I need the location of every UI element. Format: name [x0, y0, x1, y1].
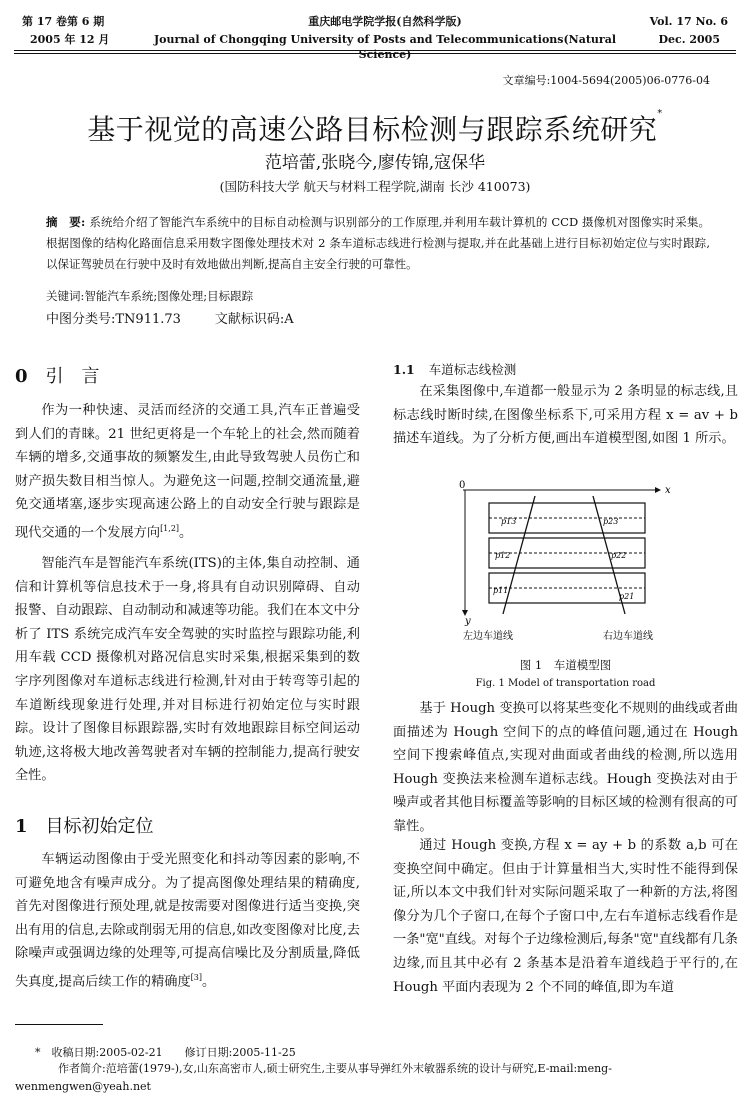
- figure-origin-label: 0: [459, 480, 466, 491]
- document-code: 文献标识码:A: [214, 312, 294, 327]
- point-label: p22: [611, 551, 627, 560]
- point-label: p23: [603, 517, 619, 526]
- keywords: 关键词:智能汽车系统;图像处理;目标跟踪: [46, 289, 254, 303]
- affiliation: (国防科技大学 航天与材料工程学院,湖南 长沙 410073): [219, 179, 531, 194]
- volume-issue: 第 17 卷第 6 期: [22, 15, 105, 28]
- section-title: 目标初始定位: [45, 816, 154, 837]
- section-0-heading: [15, 362, 360, 388]
- title-footnote-mark: *: [657, 108, 663, 119]
- section-title: 引 言: [45, 366, 100, 387]
- right-lane-label: 右边车道线: [603, 631, 653, 642]
- point-label: p13: [501, 517, 517, 526]
- footnote-author-bio: 作者简介:范培蕾(1979-),女,山东高密市人,硕士研究生,主要从事导弹红外末敏器系统的设计与研究,E-mail:meng-: [58, 1062, 612, 1075]
- title-text: 基于视觉的高速公路目标检测与跟踪系统研究: [87, 113, 658, 146]
- clc-number: 中图分类号:TN911.73: [46, 312, 181, 327]
- page-title: [0, 108, 750, 148]
- figure-1-caption-en: Fig. 1 Model of transportation road: [475, 678, 656, 689]
- abstract-label: 摘 要:: [46, 215, 86, 229]
- point-label: p11: [493, 586, 509, 595]
- citation: [3]: [190, 972, 202, 982]
- footnote-email: wenmengwen@yeah.net: [15, 1080, 151, 1093]
- citation: [1,2]: [160, 523, 180, 533]
- paragraph-text: 作为一种快速、灵活而经济的交通工具,汽车正普遍受到人们的青睐。21 世纪更将是一个车轮上的社会,然而随着车辆的增多,交通事故的频繁发生,由此导致驾驶人员伤亡和财产损失数目相当惊人。为避免这一问题,控制交通流量,避免交通堵塞,逐步实现高速公路上的自动安全行驶与跟踪是现代交通的一个发展方向: [15, 403, 360, 541]
- figure-1-caption: 图 1 车道模型图: [519, 658, 612, 672]
- header-rule: [14, 50, 736, 51]
- subsection-number: 1.1: [393, 362, 415, 377]
- intro-paragraph-1: [15, 399, 360, 545]
- header-rule-2: [14, 53, 736, 54]
- section-number: 1: [15, 816, 28, 837]
- volume-en: Vol. 17 No. 6: [649, 15, 728, 28]
- section-1-heading: [15, 812, 360, 838]
- article-number: 文章编号:1004-5694(2005)06-0776-04: [502, 74, 710, 87]
- y-axis-label: y: [465, 616, 471, 627]
- paragraph-text: 车辆运动图像由于受光照变化和抖动等因素的影响,不可避免地含有噪声成分。为了提高图像处理结果的精确度,首先对图像进行预处理,就是按需要对图像进行适当变换,突出有用的信息,去除或削弱无用的信息,如改变图像对比度,去除噪声或强调边缘的处理等,可提高信噪比及分割质量,降低失真度,提高后续工作的精确度: [15, 852, 360, 990]
- publication-date: 2005 年 12 月: [30, 33, 110, 46]
- footnote-dates: * 收稿日期:2005-02-21 修订日期:2005-11-25: [35, 1046, 296, 1059]
- subsection-1-1-paragraph-2: 基于 Hough 变换可以将某些变化不规则的曲线或者曲面描述为 Hough 空间下的点的峰值问题,通过在 Hough 空间下搜索峰值点,实现对曲面或者曲线的检测,所以选用 Hough 变换法来检测车道标志线。Hough 变换法对由于噪声或者其他目标覆盖等影响的目标区域的检测有很高的可靠性。: [393, 701, 738, 834]
- subsection-1-1-paragraph-1: 在采集图像中,车道都一般显示为 2 条明显的标志线,且标志线时断时续,在图像坐标系下,可采用方程 x = av + b 描述车道线。为了分析方便,画出车道模型图,如图 1 所示。: [393, 384, 738, 447]
- figure-1-lane-model: [455, 478, 685, 646]
- intro-paragraph-2: 智能汽车是智能汽车系统(ITS)的主体,集自动控制、通信和计算机等信息技术于一身,将具有自动识别障碍、自动报警、自动跟踪、自动制动和减速等功能。我们在本文中分析了 ITS 系统完成汽车安全驾驶的实时监控与跟踪功能,利用车载 CCD 摄像机对路况信息实时采集,根据采集到的数字序列图像对车道标志线进行检测,针对由于转弯等引起的车道断线现象进行处理,并对目标进行初始定位与实时跟踪。设计了图像目标跟踪器,实时有效地跟踪目标空间运动轨迹,这将极大地改善驾驶者对车辆的控制能力,提高行驶安全性。: [15, 556, 360, 784]
- classification: [46, 308, 328, 327]
- x-axis-label: x: [665, 485, 671, 496]
- authors: 范培蕾,张晓今,廖传锦,寇保华: [264, 153, 486, 173]
- journal-name-cn: 重庆邮电学院学报(自然科学版): [308, 15, 462, 28]
- left-lane-label: 左边车道线: [463, 631, 513, 642]
- section-1-paragraph: [15, 848, 360, 994]
- journal-name-en: Journal of Chongqing University of Posts and Telecommunications(Natural Science): [153, 33, 617, 61]
- x-axis-arrow: [655, 487, 661, 493]
- abstract: [46, 212, 710, 275]
- subsection-1-1-paragraph-3: 通过 Hough 变换,方程 x = ay + b 的系数 a,b 可在变换空间中确定。但由于计算量相当大,实时性不能得到保证,所以本文中我们针对实际问题采取了一种新的方法,将图像分为几个子窗口,在每个子窗口中,左右车道标志线看作是一条"宽"直线。对每个子边缘检测后,每条"宽"直线都有几条边缘,而且其中必有 2 条基本是沿着车道线趋于平行的,在 Hough 平面内表现为 2 个不同的峰值,即为车道: [393, 838, 738, 995]
- paragraph-end: 。: [179, 525, 193, 541]
- subsection-1-1-heading: [393, 360, 738, 378]
- section-number: 0: [15, 366, 28, 387]
- paragraph-end: 。: [201, 974, 216, 990]
- point-label: p21: [619, 592, 635, 601]
- footnote-rule: [15, 1024, 103, 1025]
- date-en: Dec. 2005: [658, 33, 720, 46]
- point-label: p12: [495, 551, 511, 560]
- abstract-text: 系统给介绍了智能汽车系统中的目标自动检测与识别部分的工作原理,并利用车载计算机的 CCD 摄像机对图像实时采集。根据图像的结构化路面信息采用数字图像处理技术对 2 条车道标志线进行检测与提取,并在此基础上进行目标初始定位与实时跟踪,以保证驾驶员在行驶中及时有效地做出判断,提高自主安全行驶的可靠性。: [46, 215, 710, 271]
- subsection-title: 车道标志线检测: [428, 362, 517, 377]
